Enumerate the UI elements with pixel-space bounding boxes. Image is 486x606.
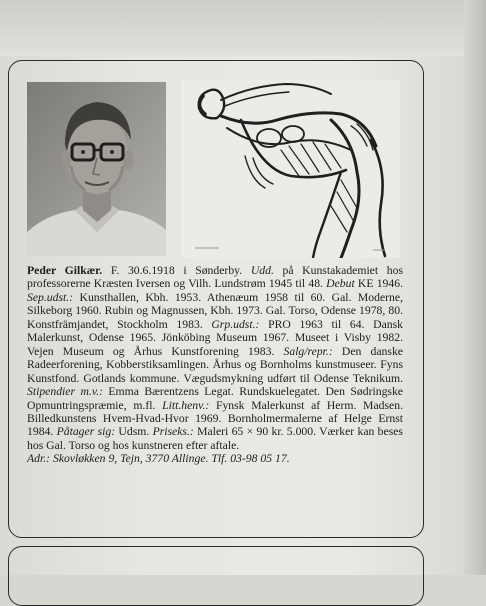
sales-text: Den danske Radeerforening, Kobberstiksamlingen. Århus og Bornholms kunstmuseer. Fyns Kunstfond. Gotlands kommune. Vægudsmykning udført til Odense Teknikum. xyxy=(27,344,403,385)
literature-label: Litt.henv.: xyxy=(162,398,210,412)
solo-exhibitions-text: Kunsthallen, Kbh. 1953. Athenæum 1958 til 60. Gal. Moderne, Silkeborg 1960. Rubin og Magnussen, Kbh. 1973. Gal. Torso, Odense 1978, 80. Konstfrämjandet, Stockholm 1983. xyxy=(27,290,403,331)
figure-drawing-icon xyxy=(181,80,400,258)
portrait-photo-icon xyxy=(27,82,166,256)
artist-biography xyxy=(27,264,403,466)
sales-label: Salg/repr.: xyxy=(283,344,333,358)
artist-name: Peder Gilkær. xyxy=(27,264,103,277)
education-text: på Kunstakademiet hos professorerne Kræsten Iversen og Vilh. Lundstrøm 1945 til 48. xyxy=(27,264,403,291)
debut-text: KE 1946. xyxy=(354,277,403,291)
solo-exhibitions-label: Sep.udst.: xyxy=(27,290,74,304)
grants-text: Emma Bærentzens Legat. Rundskuelegatet. Den Sødringske Opmuntringspræmie, m.fl. xyxy=(27,385,403,412)
previous-entry-edge xyxy=(0,0,464,56)
birth-info: F. 30.6.1918 i Sønderby. xyxy=(102,264,243,277)
group-exhibitions-text: PRO 1963 til 64. Dansk Malerkunst, Odense 1965. Jönköbing Museum 1967. Museet i Visby 1982. Vejen Museum og Århus Kunstforening 1983. xyxy=(27,317,403,358)
commissions-text: Udsm. xyxy=(115,425,153,439)
address: Adr.: Skovløkken 9, Tejn, 3770 Allinge. Tlf. 03-98 05 17. xyxy=(27,452,290,466)
group-exhibitions-label: Grp.udst.: xyxy=(211,317,260,331)
literature-text: Fynsk Malerkunst af Herm. Madsen. Billedkunstens Hvem-Hvad-Hvor 1969. Bornholmermalerne af Helge Ernst 1984. xyxy=(27,398,403,439)
book-gutter xyxy=(464,0,486,575)
artwork-figure-drawing xyxy=(181,80,400,258)
commissions-label: Påtager sig: xyxy=(56,425,116,439)
artist-portrait-photo xyxy=(27,82,166,256)
next-entry-frame xyxy=(8,546,424,606)
education-label: Udd. xyxy=(250,264,274,277)
prices-label: Priseks.: xyxy=(152,425,194,439)
prices-text: Maleri 65 × 90 kr. 5.000. Værker kan beses hos Gal. Torso og hos kunstneren efter aftale. xyxy=(27,425,403,452)
debut-label: Debut xyxy=(326,277,355,291)
grants-label: Stipendier m.v.: xyxy=(27,385,103,399)
